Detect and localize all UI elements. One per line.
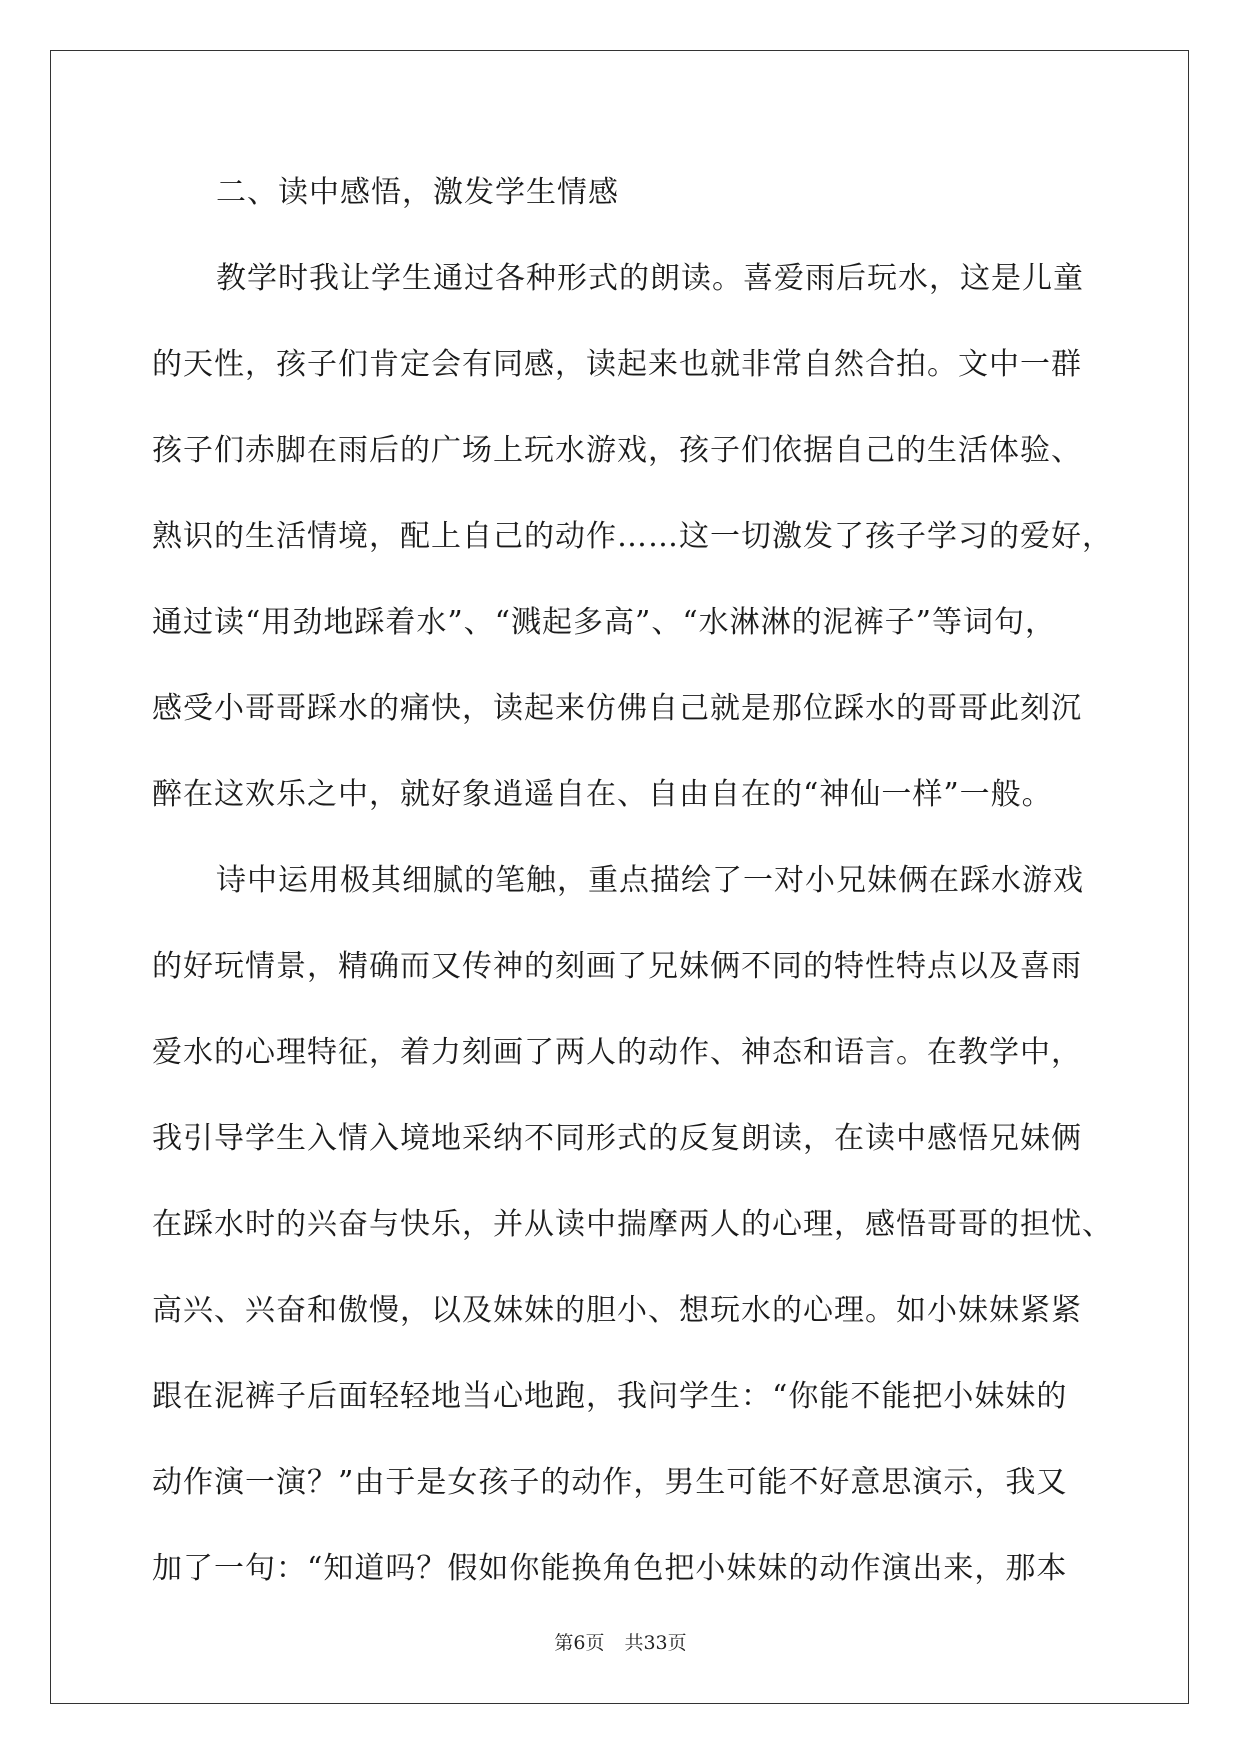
heading-text: 二、读中感悟，激发学生情感 <box>216 175 619 210</box>
paragraph-line: 我引导学生入情入境地采纳不同形式的反复朗读，在读中感悟兄妹俩 <box>152 1121 1082 1156</box>
paragraph-line: 通过读“用劲地踩着水”、“溅起多高”、“水淋淋的泥裤子”等词句， <box>152 605 1057 640</box>
paragraph-line: 醉在这欢乐之中，就好象逍遥自在、自由自在的“神仙一样”一般。 <box>152 777 1053 812</box>
paragraph-line: 跟在泥裤子后面轻轻地当心地跑，我问学生：“你能不能把小妹妹的 <box>152 1379 1068 1414</box>
paragraph-line: 诗中运用极其细腻的笔触，重点描绘了一对小兄妹俩在踩水游戏 <box>216 863 1084 898</box>
section-heading <box>152 150 1092 236</box>
page-footer <box>0 1628 1241 1655</box>
paragraph-line: 动作演一演？”由于是女孩子的动作，男生可能不好意思演示，我又 <box>152 1465 1068 1500</box>
paragraph-line: 的天性，孩子们肯定会有同感，读起来也就非常自然合拍。文中一群 <box>152 347 1082 382</box>
paragraph-line: 感受小哥哥踩水的痛快，读起来仿佛自己就是那位踩水的哥哥此刻沉 <box>152 691 1082 726</box>
paragraph-line: 高兴、兴奋和傲慢，以及妹妹的胆小、想玩水的心理。如小妹妹紧紧 <box>152 1293 1082 1328</box>
paragraph-1 <box>152 236 1113 838</box>
paragraph-line: 加了一句：“知道吗？假如你能换角色把小妹妹的动作演出来，那本 <box>152 1551 1068 1586</box>
document-body <box>152 150 1113 1612</box>
current-page-number: 第6页 <box>554 1632 605 1654</box>
paragraph-2 <box>152 838 1113 1612</box>
paragraph-line: 在踩水时的兴奋与快乐，并从读中揣摩两人的心理，感悟哥哥的担忧、 <box>152 1207 1113 1242</box>
paragraph-line: 爱水的心理特征，着力刻画了两人的动作、神态和语言。在教学中， <box>152 1035 1082 1070</box>
paragraph-line: 的好玩情景，精确而又传神的刻画了兄妹俩不同的特性特点以及喜雨 <box>152 949 1082 984</box>
paragraph-line: 孩子们赤脚在雨后的广场上玩水游戏，孩子们依据自己的生活体验、 <box>152 433 1082 468</box>
paragraph-line: 教学时我让学生通过各种形式的朗读。喜爱雨后玩水，这是儿童 <box>216 261 1084 296</box>
total-page-count: 共33页 <box>624 1632 687 1654</box>
paragraph-line: 熟识的生活情境，配上自己的动作……这一切激发了孩子学习的爱好， <box>152 519 1113 554</box>
